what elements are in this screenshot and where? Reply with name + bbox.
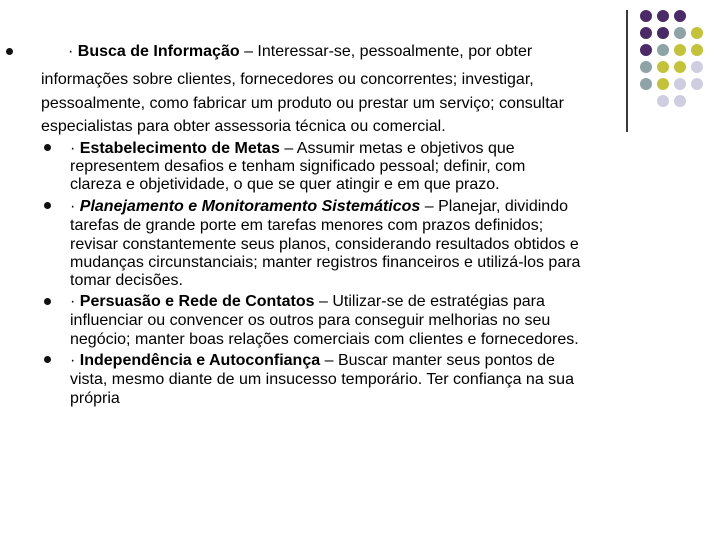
decorative-dot (640, 44, 652, 56)
item-4-heading: Persuasão e Rede de Contatos (79, 293, 315, 310)
bullet-icon (44, 202, 51, 209)
bullet-icon (44, 298, 51, 305)
item-4-dash: – (318, 293, 328, 310)
decorative-dot (640, 78, 652, 90)
decorative-dot (674, 27, 686, 39)
item-3-line-2: tarefas de grande porte em tarefas menores com prazos definidos; (70, 217, 544, 234)
item-1-line-1 (68, 42, 532, 61)
item-1-line-4: especialistas para obter assessoria técnica ou comercial. (41, 118, 446, 135)
decorative-divider (626, 10, 628, 132)
item-5-line-3: própria (70, 390, 120, 407)
item-3-heading: Planejamento e Monitoramento Sistemáticos (79, 198, 421, 215)
item-1-line-2: informações sobre clientes, fornecedores ou concorrentes; investigar, (41, 71, 534, 88)
decorative-dot (657, 44, 669, 56)
item-1-text: Interessar-se, pessoalmente, por obter (257, 43, 533, 60)
item-3-dot: · (70, 198, 76, 215)
decorative-dot (657, 78, 669, 90)
decorative-dot (640, 27, 652, 39)
decorative-dot (640, 10, 652, 22)
item-4-dot: · (70, 293, 76, 310)
decorative-dot (657, 27, 669, 39)
decorative-dot (691, 44, 703, 56)
item-5-dot: · (70, 352, 76, 369)
item-4-line-2: influenciar ou convencer os outros para conseguir melhorias no seu (70, 312, 551, 329)
decorative-dot (674, 44, 686, 56)
item-5-text: Buscar manter seus pontos de (337, 352, 555, 369)
item-3-line-3: revisar constantemente seus planos, considerando resultados obtidos e (70, 236, 579, 253)
decorative-dot (674, 95, 686, 107)
item-3-line-1 (70, 197, 568, 216)
decorative-dot (674, 78, 686, 90)
decorative-dot (657, 95, 669, 107)
item-1-line-3: pessoalmente, como fabricar um produto ou prestar um serviço; consultar (41, 95, 564, 112)
item-1-dot: · (68, 43, 74, 60)
item-2-dash: – (284, 140, 294, 157)
bullet-icon (44, 356, 51, 363)
item-1-dash: – (244, 43, 253, 60)
item-3-line-4: mudanças circunstanciais; manter registros financeiros e utilizá-los para (70, 254, 581, 271)
item-2-line-3: clareza e objetividade, o que se quer atingir e em que prazo. (70, 176, 500, 193)
item-3-dash: – (424, 198, 434, 215)
item-5-line-1 (70, 351, 555, 370)
item-1-heading: Busca de Informação (77, 43, 240, 60)
decorative-dot (657, 10, 669, 22)
item-2-line-2: representem desafios e tenham significado pessoal; definir, com (70, 158, 526, 175)
item-3-text: Planejar, dividindo (438, 198, 568, 215)
bullet-icon (6, 48, 13, 55)
decorative-dot (657, 61, 669, 73)
item-2-heading: Estabelecimento de Metas (79, 140, 280, 157)
item-3-line-5: tomar decisões. (70, 272, 183, 289)
bullet-icon (44, 144, 51, 151)
item-5-line-2: vista, mesmo diante de um insucesso temporário. Ter confiança na sua (70, 371, 574, 388)
decorative-dot (640, 61, 652, 73)
item-4-line-3: negócio; manter boas relações comerciais com clientes e fornecedores. (70, 331, 579, 348)
decorative-dot (674, 10, 686, 22)
decorative-dot-grid (640, 10, 720, 120)
item-4-text: Utilizar-se de estratégias para (332, 293, 545, 310)
decorative-dot (674, 61, 686, 73)
decorative-dot (691, 61, 703, 73)
decorative-dot (691, 78, 703, 90)
item-5-dash: – (324, 352, 334, 369)
item-2-dot: · (70, 140, 76, 157)
item-2-line-1 (70, 139, 515, 158)
decorative-dot (691, 27, 703, 39)
item-4-line-1 (70, 292, 545, 311)
item-5-heading: Independência e Autoconfiança (79, 352, 321, 369)
item-2-text: Assumir metas e objetivos que (296, 140, 515, 157)
